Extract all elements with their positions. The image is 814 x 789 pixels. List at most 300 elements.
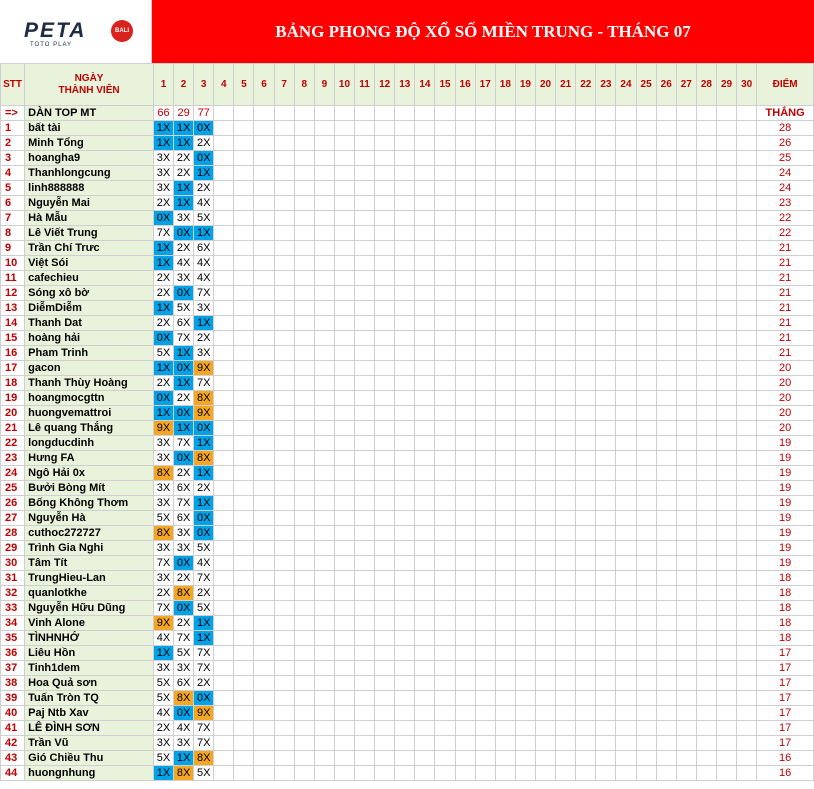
row-day-value: 5X <box>194 601 214 616</box>
empty-cell <box>515 511 535 526</box>
empty-cell <box>355 166 375 181</box>
header-day-19: 19 <box>515 64 535 106</box>
empty-cell <box>616 766 636 781</box>
empty-cell <box>455 406 475 421</box>
empty-cell <box>596 616 616 631</box>
empty-cell <box>375 721 395 736</box>
row-member-name: Vinh Alone <box>25 616 154 631</box>
empty-cell <box>616 331 636 346</box>
empty-cell <box>515 736 535 751</box>
empty-cell <box>294 106 314 121</box>
empty-cell <box>495 526 515 541</box>
empty-cell <box>395 631 415 646</box>
empty-cell <box>435 751 455 766</box>
empty-cell <box>536 691 556 706</box>
row-day-value: 7X <box>153 226 173 241</box>
empty-cell <box>596 391 616 406</box>
row-score: 25 <box>757 151 814 166</box>
empty-cell <box>274 376 294 391</box>
empty-cell <box>556 466 576 481</box>
empty-cell <box>596 106 616 121</box>
row-member-name: cafechieu <box>25 271 154 286</box>
empty-cell <box>495 616 515 631</box>
empty-cell <box>696 121 716 136</box>
empty-cell <box>415 346 435 361</box>
empty-cell <box>616 346 636 361</box>
empty-cell <box>334 751 354 766</box>
empty-cell <box>334 256 354 271</box>
empty-cell <box>616 556 636 571</box>
empty-cell <box>576 271 596 286</box>
empty-cell <box>455 556 475 571</box>
empty-cell <box>375 361 395 376</box>
empty-cell <box>696 526 716 541</box>
empty-cell <box>696 421 716 436</box>
empty-cell <box>596 556 616 571</box>
empty-cell <box>334 526 354 541</box>
empty-cell <box>455 376 475 391</box>
empty-cell <box>737 766 757 781</box>
row-member-name: Ngô Hải 0x <box>25 466 154 481</box>
empty-cell <box>274 136 294 151</box>
row-member-name: Lê quang Thắng <box>25 421 154 436</box>
row-stt: 24 <box>1 466 25 481</box>
empty-cell <box>375 571 395 586</box>
empty-cell <box>716 166 736 181</box>
empty-cell <box>314 706 334 721</box>
table-row <box>1 496 814 511</box>
empty-cell <box>435 316 455 331</box>
empty-cell <box>214 256 234 271</box>
empty-cell <box>576 691 596 706</box>
empty-cell <box>616 121 636 136</box>
empty-cell <box>234 721 254 736</box>
empty-cell <box>495 601 515 616</box>
empty-cell <box>536 406 556 421</box>
table-row <box>1 286 814 301</box>
table-row <box>1 211 814 226</box>
empty-cell <box>696 571 716 586</box>
row-score: 21 <box>757 331 814 346</box>
empty-cell <box>435 391 455 406</box>
empty-cell <box>294 556 314 571</box>
empty-cell <box>576 541 596 556</box>
empty-cell <box>475 511 495 526</box>
row-member-name: Tinh1dem <box>25 661 154 676</box>
empty-cell <box>435 241 455 256</box>
row-member-name: Trình Gia Nghi <box>25 541 154 556</box>
empty-cell <box>415 331 435 346</box>
header-day-14: 14 <box>415 64 435 106</box>
empty-cell <box>656 181 676 196</box>
row-day-value: 0X <box>194 526 214 541</box>
header-day-16: 16 <box>455 64 475 106</box>
empty-cell <box>616 736 636 751</box>
table-row <box>1 661 814 676</box>
empty-cell <box>737 226 757 241</box>
empty-cell <box>676 646 696 661</box>
empty-cell <box>415 226 435 241</box>
empty-cell <box>676 541 696 556</box>
empty-cell <box>214 136 234 151</box>
empty-cell <box>716 481 736 496</box>
empty-cell <box>334 511 354 526</box>
empty-cell <box>334 271 354 286</box>
row-day-value: 3X <box>153 151 173 166</box>
empty-cell <box>536 256 556 271</box>
empty-cell <box>636 751 656 766</box>
header-member <box>25 64 154 106</box>
empty-cell <box>254 481 274 496</box>
empty-cell <box>415 601 435 616</box>
empty-cell <box>214 691 234 706</box>
empty-cell <box>636 676 656 691</box>
empty-cell <box>455 256 475 271</box>
empty-cell <box>294 496 314 511</box>
empty-cell <box>395 421 415 436</box>
row-day-value: 5X <box>174 301 194 316</box>
empty-cell <box>435 436 455 451</box>
row-stt: 42 <box>1 736 25 751</box>
empty-cell <box>415 256 435 271</box>
row-score: 19 <box>757 526 814 541</box>
empty-cell <box>656 766 676 781</box>
empty-cell <box>455 301 475 316</box>
empty-cell <box>696 751 716 766</box>
empty-cell <box>294 526 314 541</box>
empty-cell <box>254 211 274 226</box>
empty-cell <box>676 301 696 316</box>
empty-cell <box>576 166 596 181</box>
row-stt: 17 <box>1 361 25 376</box>
empty-cell <box>515 196 535 211</box>
row-member-name: Việt Sói <box>25 256 154 271</box>
empty-cell <box>294 706 314 721</box>
row-score: 28 <box>757 121 814 136</box>
empty-cell <box>375 406 395 421</box>
empty-cell <box>656 436 676 451</box>
empty-cell <box>636 661 656 676</box>
empty-cell <box>556 691 576 706</box>
empty-cell <box>596 346 616 361</box>
empty-cell <box>716 376 736 391</box>
empty-cell <box>375 646 395 661</box>
empty-cell <box>576 481 596 496</box>
empty-cell <box>676 451 696 466</box>
empty-cell <box>475 226 495 241</box>
empty-cell <box>314 451 334 466</box>
empty-cell <box>334 766 354 781</box>
empty-cell <box>556 451 576 466</box>
empty-cell <box>737 706 757 721</box>
empty-cell <box>696 541 716 556</box>
row-day-value: 3X <box>194 301 214 316</box>
empty-cell <box>716 226 736 241</box>
empty-cell <box>596 226 616 241</box>
empty-cell <box>556 751 576 766</box>
empty-cell <box>636 541 656 556</box>
empty-cell <box>536 496 556 511</box>
empty-cell <box>636 136 656 151</box>
empty-cell <box>576 676 596 691</box>
empty-cell <box>716 196 736 211</box>
table-row <box>1 421 814 436</box>
empty-cell <box>475 721 495 736</box>
empty-cell <box>636 571 656 586</box>
empty-cell <box>254 721 274 736</box>
empty-cell <box>515 526 535 541</box>
empty-cell <box>616 721 636 736</box>
empty-cell <box>214 346 234 361</box>
row-member-name: gacon <box>25 361 154 376</box>
empty-cell <box>636 721 656 736</box>
empty-cell <box>576 451 596 466</box>
row-score: 21 <box>757 241 814 256</box>
empty-cell <box>355 496 375 511</box>
row-day-value: 8X <box>153 526 173 541</box>
row-member-name: Hà Mẫu <box>25 211 154 226</box>
empty-cell <box>415 526 435 541</box>
empty-cell <box>234 106 254 121</box>
empty-cell <box>314 541 334 556</box>
empty-cell <box>435 736 455 751</box>
row-score: 23 <box>757 196 814 211</box>
empty-cell <box>435 526 455 541</box>
row-day-value: 4X <box>153 706 173 721</box>
empty-cell <box>737 166 757 181</box>
row-score: 20 <box>757 391 814 406</box>
empty-cell <box>556 406 576 421</box>
empty-cell <box>274 661 294 676</box>
empty-cell <box>435 766 455 781</box>
empty-cell <box>334 301 354 316</box>
empty-cell <box>656 301 676 316</box>
empty-cell <box>334 691 354 706</box>
empty-cell <box>294 256 314 271</box>
header-day-6: 6 <box>254 64 274 106</box>
empty-cell <box>616 256 636 271</box>
empty-cell <box>375 556 395 571</box>
empty-cell <box>274 676 294 691</box>
empty-cell <box>455 751 475 766</box>
empty-cell <box>314 391 334 406</box>
empty-cell <box>355 736 375 751</box>
row-member-name: Pham Trinh <box>25 346 154 361</box>
empty-cell <box>254 661 274 676</box>
empty-cell <box>636 481 656 496</box>
empty-cell <box>294 241 314 256</box>
empty-cell <box>294 661 314 676</box>
empty-cell <box>716 541 736 556</box>
empty-cell <box>234 571 254 586</box>
empty-cell <box>214 541 234 556</box>
empty-cell <box>254 151 274 166</box>
empty-cell <box>676 136 696 151</box>
empty-cell <box>214 496 234 511</box>
empty-cell <box>355 151 375 166</box>
row-stt: 37 <box>1 661 25 676</box>
empty-cell <box>515 406 535 421</box>
empty-cell <box>515 691 535 706</box>
empty-cell <box>556 436 576 451</box>
empty-cell <box>214 511 234 526</box>
empty-cell <box>274 301 294 316</box>
empty-cell <box>656 496 676 511</box>
empty-cell <box>495 721 515 736</box>
empty-cell <box>274 106 294 121</box>
empty-cell <box>556 766 576 781</box>
empty-cell <box>636 511 656 526</box>
empty-cell <box>495 406 515 421</box>
top-row-name: DÀN TOP MT <box>25 106 154 121</box>
row-score: 20 <box>757 406 814 421</box>
empty-cell <box>274 556 294 571</box>
empty-cell <box>254 751 274 766</box>
row-score: 17 <box>757 676 814 691</box>
empty-cell <box>475 751 495 766</box>
empty-cell <box>737 181 757 196</box>
empty-cell <box>294 121 314 136</box>
empty-cell <box>435 511 455 526</box>
empty-cell <box>616 676 636 691</box>
table-row <box>1 451 814 466</box>
empty-cell <box>636 466 656 481</box>
empty-cell <box>435 691 455 706</box>
empty-cell <box>737 391 757 406</box>
empty-cell <box>737 136 757 151</box>
empty-cell <box>536 661 556 676</box>
empty-cell <box>515 556 535 571</box>
empty-cell <box>696 376 716 391</box>
header-day-17: 17 <box>475 64 495 106</box>
empty-cell <box>656 226 676 241</box>
empty-cell <box>415 391 435 406</box>
empty-cell <box>716 181 736 196</box>
empty-cell <box>536 196 556 211</box>
empty-cell <box>475 736 495 751</box>
empty-cell <box>455 586 475 601</box>
table-row <box>1 361 814 376</box>
table-row <box>1 481 814 496</box>
empty-cell <box>254 556 274 571</box>
empty-cell <box>536 211 556 226</box>
row-member-name: hoangmocgttn <box>25 391 154 406</box>
empty-cell <box>314 661 334 676</box>
empty-cell <box>515 481 535 496</box>
empty-cell <box>274 346 294 361</box>
empty-cell <box>415 496 435 511</box>
empty-cell <box>314 556 334 571</box>
table-row <box>1 196 814 211</box>
empty-cell <box>234 286 254 301</box>
empty-cell <box>596 436 616 451</box>
empty-cell <box>294 676 314 691</box>
empty-cell <box>234 541 254 556</box>
empty-cell <box>737 361 757 376</box>
empty-cell <box>536 316 556 331</box>
empty-cell <box>737 466 757 481</box>
row-day-value: 8X <box>174 691 194 706</box>
empty-cell <box>415 736 435 751</box>
empty-cell <box>234 451 254 466</box>
row-day-value: 5X <box>153 751 173 766</box>
page-title <box>152 0 814 63</box>
empty-cell <box>676 676 696 691</box>
empty-cell <box>254 376 274 391</box>
empty-cell <box>375 436 395 451</box>
empty-cell <box>495 661 515 676</box>
empty-cell <box>475 631 495 646</box>
empty-cell <box>515 601 535 616</box>
empty-cell <box>676 271 696 286</box>
empty-cell <box>475 196 495 211</box>
empty-cell <box>616 616 636 631</box>
empty-cell <box>636 451 656 466</box>
empty-cell <box>515 316 535 331</box>
empty-cell <box>515 631 535 646</box>
row-score: 19 <box>757 556 814 571</box>
empty-cell <box>737 436 757 451</box>
empty-cell <box>234 391 254 406</box>
row-stt: 21 <box>1 421 25 436</box>
empty-cell <box>334 286 354 301</box>
empty-cell <box>696 271 716 286</box>
empty-cell <box>576 406 596 421</box>
empty-cell <box>415 196 435 211</box>
row-score: 24 <box>757 181 814 196</box>
row-stt: 20 <box>1 406 25 421</box>
row-day-value: 5X <box>153 511 173 526</box>
empty-cell <box>355 511 375 526</box>
row-stt: 4 <box>1 166 25 181</box>
empty-cell <box>616 436 636 451</box>
empty-cell <box>515 571 535 586</box>
empty-cell <box>636 301 656 316</box>
empty-cell <box>294 451 314 466</box>
empty-cell <box>435 256 455 271</box>
empty-cell <box>515 661 535 676</box>
empty-cell <box>676 616 696 631</box>
empty-cell <box>515 646 535 661</box>
empty-cell <box>596 676 616 691</box>
empty-cell <box>415 721 435 736</box>
row-score: 24 <box>757 166 814 181</box>
row-day-value: 2X <box>153 376 173 391</box>
row-day-value: 5X <box>153 676 173 691</box>
row-day-value: 2X <box>194 136 214 151</box>
empty-cell <box>274 181 294 196</box>
header-day-11: 11 <box>355 64 375 106</box>
empty-cell <box>395 286 415 301</box>
empty-cell <box>636 496 656 511</box>
empty-cell <box>636 151 656 166</box>
row-day-value: 0X <box>194 421 214 436</box>
empty-cell <box>737 106 757 121</box>
empty-cell <box>254 586 274 601</box>
empty-cell <box>274 241 294 256</box>
empty-cell <box>676 631 696 646</box>
empty-cell <box>435 451 455 466</box>
row-score: 17 <box>757 721 814 736</box>
empty-cell <box>274 646 294 661</box>
empty-cell <box>294 631 314 646</box>
empty-cell <box>696 496 716 511</box>
empty-cell <box>636 421 656 436</box>
empty-cell <box>375 466 395 481</box>
empty-cell <box>536 586 556 601</box>
empty-cell <box>716 106 736 121</box>
empty-cell <box>495 571 515 586</box>
